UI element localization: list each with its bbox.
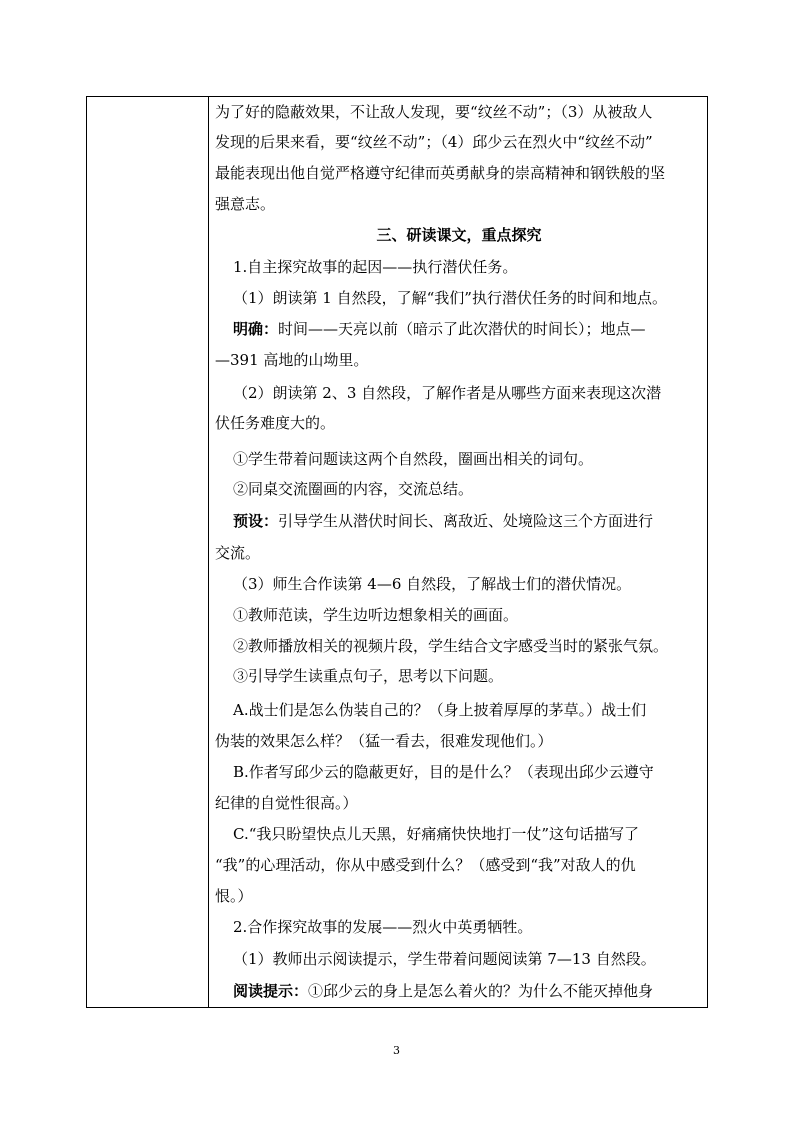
text-line: ②教师播放相关的视频片段，学生结合文字感受当时的紧张气氛。 [233,637,669,655]
text-line: 交流。 [215,544,261,562]
text-line [233,319,646,339]
lesson-table [86,96,708,1008]
text-line: （3）师生合作读第 4—6 自然段，了解战士们的潜伏情况。 [233,575,632,593]
text-line: B.作者写邱少云的隐蔽更好，目的是什么？（表现出邱少云遵守 [233,763,654,781]
text-span: 时间——天亮以前（暗示了此次潜伏的时间长）；地点— [278,320,646,338]
text-line: A.战士们是怎么伪装自己的？（身上披着厚厚的茅草。）战士们 [233,701,647,719]
text-line: （1）教师出示阅读提示，学生带着问题阅读第 7—13 自然段。 [233,950,656,968]
text-line: —391 高地的山坳里。 [215,351,369,369]
text-line: ①教师范读，学生边听边想象相关的画面。 [233,606,519,624]
text-line: （1）朗读第 1 自然段，了解“我们”执行潜伏任务的时间和地点。 [233,289,667,307]
text-line: 为了好的隐蔽效果，不让敌人发现，要“纹丝不动”；（3）从被敌人 [215,103,653,121]
text-span: 引导学生从潜伏时间长、离敌近、处境险这三个方面进行 [278,512,654,530]
column-divider [208,97,209,1007]
text-line: 1.自主探究故事的起因——执行潜伏任务。 [233,258,518,276]
text-span: ①邱少云的身上是怎么着火的？为什么不能灭掉他身 [308,982,654,1000]
section-heading: 三、研读课文，重点探究 [376,226,542,244]
text-line [233,981,653,1001]
page-number: 3 [393,1044,400,1057]
text-line [233,511,653,531]
text-line: 2.合作探究故事的发展——烈火中英勇牺牲。 [233,918,533,936]
text-line: 强意志。 [215,195,276,213]
text-line: “我”的心理活动，你从中感受到什么？（感受到“我”对敌人的仇 [215,856,636,874]
text-line: （2）朗读第 2、3 自然段，了解作者是从哪些方面来表现这次潜 [233,384,662,402]
text-line: 恨。） [215,887,253,905]
text-line: 伪装的效果怎么样？（猛一看去，很难发现他们。） [215,732,553,750]
label-yushe: 预设： [233,512,279,530]
text-line: ③引导学生读重点句子，思考以下问题。 [233,667,504,685]
text-line: ①学生带着问题读这两个自然段，圈画出相关的词句。 [233,450,594,468]
text-line: 发现的后果来看，要“纹丝不动”；（4）邱少云在烈火中“纹丝不动” [215,133,653,151]
label-mingque: 明确： [233,320,279,338]
label-yuedu: 阅读提示： [233,982,309,1000]
text-line: 伏任务难度大的。 [215,414,336,432]
text-line: 最能表现出他自觉严格遵守纪律而英勇献身的崇高精神和钢铁般的坚 [215,164,666,182]
text-line: 纪律的自觉性很高。） [215,794,358,812]
text-line: ②同桌交流圈画的内容，交流总结。 [233,480,474,498]
text-line: C.“我只盼望快点儿天黑，好痛痛快快地打一仗”这句话描写了 [233,825,640,843]
